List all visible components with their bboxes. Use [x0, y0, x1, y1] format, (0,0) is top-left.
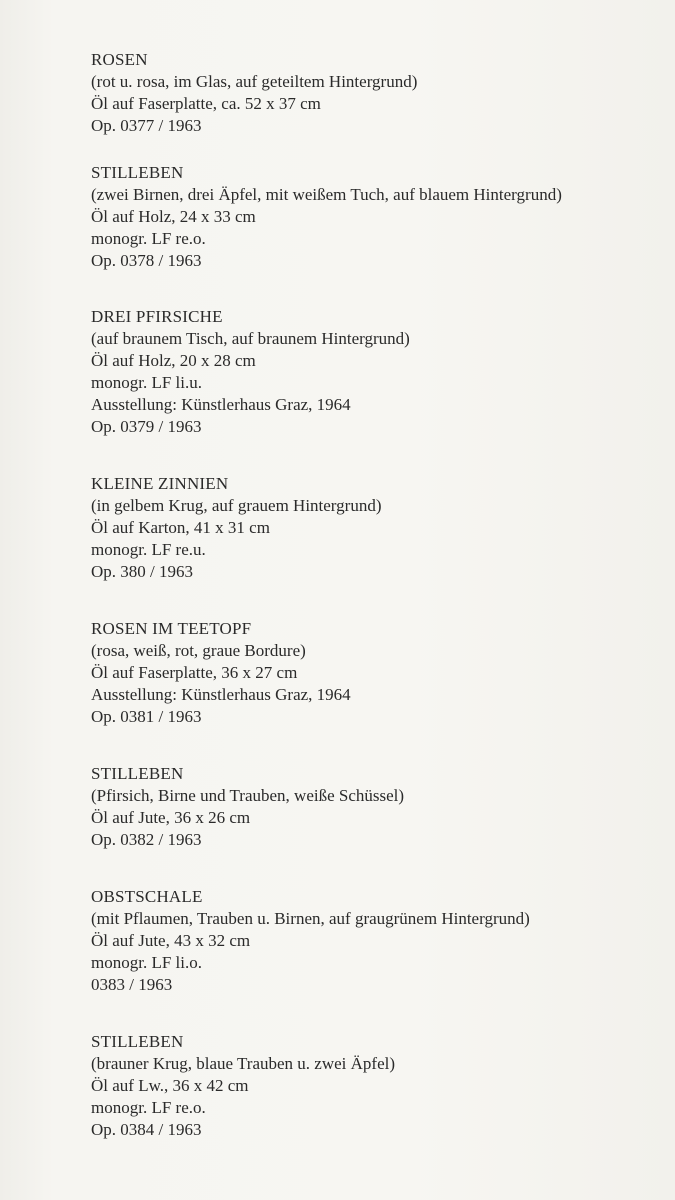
- entry-description: (rot u. rosa, im Glas, auf geteiltem Hintergrund): [91, 72, 418, 91]
- entry-medium-size: Öl auf Lw., 36 x 42 cm: [91, 1076, 249, 1095]
- entry-monogram: monogr. LF re.o.: [91, 1098, 206, 1117]
- catalog-entry-stilleben-2: [91, 763, 651, 851]
- catalog-entry-obstschale: [91, 886, 651, 996]
- entry-medium-size: Öl auf Faserplatte, ca. 52 x 37 cm: [91, 94, 321, 113]
- entry-medium-size: Öl auf Holz, 20 x 28 cm: [91, 351, 256, 370]
- entry-description: (in gelbem Krug, auf grauem Hintergrund): [91, 496, 382, 515]
- entry-monogram: monogr. LF re.o.: [91, 229, 206, 248]
- entry-exhibition: Ausstellung: Künstlerhaus Graz, 1964: [91, 685, 351, 704]
- entry-description: (brauner Krug, blaue Trauben u. zwei Äpfel): [91, 1054, 396, 1073]
- entry-title: STILLEBEN: [91, 1032, 184, 1051]
- entry-title: STILLEBEN: [91, 163, 184, 182]
- entry-opus-number: Op. 0379 / 1963: [91, 417, 202, 436]
- entry-description: (mit Pflaumen, Trauben u. Birnen, auf graugrünem Hintergrund): [91, 909, 530, 928]
- entry-medium-size: Öl auf Holz, 24 x 33 cm: [91, 207, 256, 226]
- entry-description: (auf braunem Tisch, auf braunem Hintergrund): [91, 329, 410, 348]
- entry-medium-size: Öl auf Jute, 36 x 26 cm: [91, 808, 251, 827]
- entry-title: DREI PFIRSICHE: [91, 307, 223, 326]
- catalog-entry-kleine-zinnien: [91, 473, 651, 583]
- entry-description: (Pfirsich, Birne und Trauben, weiße Schüssel): [91, 786, 405, 805]
- entry-medium-size: Öl auf Faserplatte, 36 x 27 cm: [91, 663, 298, 682]
- entry-opus-number: Op. 0378 / 1963: [91, 251, 202, 270]
- entry-opus-number: Op. 0381 / 1963: [91, 707, 202, 726]
- entry-opus-number: Op. 0384 / 1963: [91, 1120, 202, 1139]
- catalog-entry-stilleben-1: [91, 162, 651, 272]
- catalog-entry-rosen: [91, 49, 651, 137]
- entry-monogram: monogr. LF li.u.: [91, 373, 202, 392]
- entry-title: STILLEBEN: [91, 764, 184, 783]
- entry-exhibition: Ausstellung: Künstlerhaus Graz, 1964: [91, 395, 351, 414]
- entry-description: (zwei Birnen, drei Äpfel, mit weißem Tuch, auf blauem Hintergrund): [91, 185, 562, 204]
- entry-opus-number: 0383 / 1963: [91, 975, 173, 994]
- catalog-entry-drei-pfirsiche: [91, 306, 651, 438]
- entry-monogram: monogr. LF re.u.: [91, 540, 206, 559]
- catalog-entry-stilleben-3: [91, 1031, 651, 1141]
- entry-medium-size: Öl auf Karton, 41 x 31 cm: [91, 518, 270, 537]
- entry-description: (rosa, weiß, rot, graue Bordure): [91, 641, 306, 660]
- catalog-entry-rosen-im-teetopf: [91, 618, 651, 728]
- entry-medium-size: Öl auf Jute, 43 x 32 cm: [91, 931, 251, 950]
- entry-title: ROSEN IM TEETOPF: [91, 619, 252, 638]
- entry-opus-number: Op. 380 / 1963: [91, 562, 193, 581]
- entry-title: KLEINE ZINNIEN: [91, 474, 229, 493]
- entry-opus-number: Op. 0377 / 1963: [91, 116, 202, 135]
- entry-title: ROSEN: [91, 50, 148, 69]
- entry-opus-number: Op. 0382 / 1963: [91, 830, 202, 849]
- entry-monogram: monogr. LF li.o.: [91, 953, 202, 972]
- entry-title: OBSTSCHALE: [91, 887, 203, 906]
